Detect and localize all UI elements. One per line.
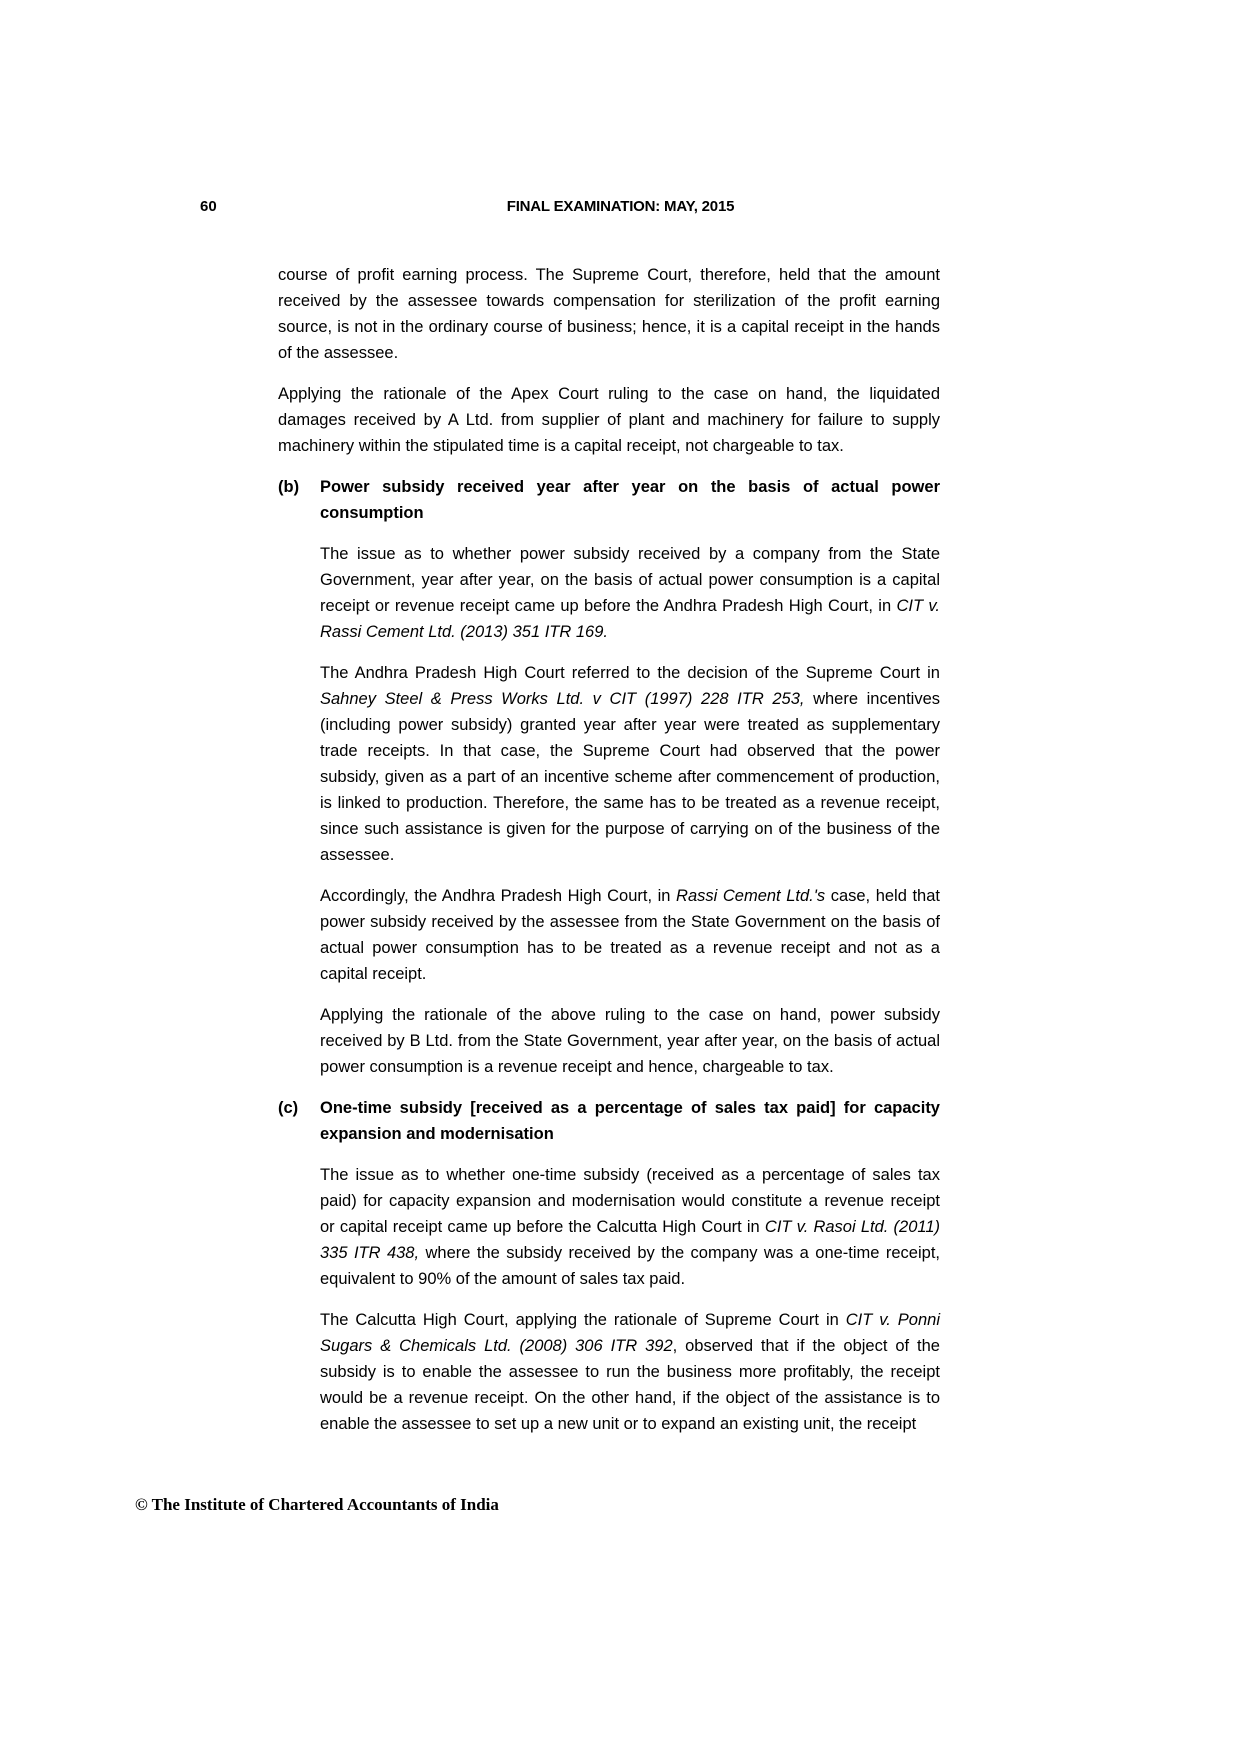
citation-rassi-cement: CIT v. Rassi Cement Ltd. (2013) 351 ITR 169. [320,597,940,641]
page-header [0,198,1241,220]
paragraph-c2-text2: , observed that if the object of the subsidy is to enable the assessee to run the business more profitably, the receipt would be a revenue receipt. On the other hand, if the object of the assistance is to enable the assessee to set up a new unit or to expand an existing unit, the receipt [320,1337,940,1433]
paragraph-continuation: course of profit earning process. The Supreme Court, therefore, held that the amount received by the assessee towards compensation for sterilization of the profit earning source, is not in the ordinary course of business; hence, it is a capital receipt in the hands of the assessee. [278,266,940,362]
page-content [278,262,940,1452]
paragraph-b1 [320,541,940,645]
paragraph-b2-text2: where incentives (including power subsidy) granted year after year were treated as supplementary trade receipts. In that case, the Supreme Court had observed that the power subsidy, given as a part of an incentive scheme after commencement of production, is linked to production. Therefore, the same has to be treated as a revenue receipt, since such assistance is given for the purpose of carrying on of the business of the assessee. [320,690,940,864]
paragraph-c2-text1: The Calcutta High Court, applying the rationale of Supreme Court in [320,1311,846,1329]
footer-copyright: © The Institute of Chartered Accountants of India [135,1495,499,1514]
citation-sahney-steel: Sahney Steel & Press Works Ltd. v CIT (1997) 228 ITR 253, [320,690,805,708]
list-item-b [278,474,940,526]
paragraph-c2 [320,1307,940,1437]
header-title: FINAL EXAMINATION: MAY, 2015 [506,198,735,215]
list-marker-c: (c) [278,1099,299,1117]
citation-rassi-cement-case: Rassi Cement Ltd.'s [676,887,826,905]
page-number: 60 [200,198,217,215]
paragraph-applying-rationale: Applying the rationale of the Apex Court ruling to the case on hand, the liquidated damages received by A Ltd. from supplier of plant and machinery for failure to supply machinery within the stipulated time is a capital receipt, not chargeable to tax. [278,385,940,455]
paragraph-b1-text: The issue as to whether power subsidy received by a company from the State Government, year after year, on the basis of actual power consumption is a capital receipt or revenue receipt came up before the Andhra Pradesh High Court, in [320,545,940,615]
paragraph-c1-text1: The issue as to whether one-time subsidy (received as a percentage of sales tax paid) for capacity expansion and modernisation would constitute a revenue receipt or capital receipt came up before the Calcutta High Court in [320,1166,940,1236]
citation-ponni-sugars: CIT v. Ponni Sugars & Chemicals Ltd. (2008) 306 ITR 392 [320,1311,940,1355]
paragraph-b4: Applying the rationale of the above ruling to the case on hand, power subsidy received by B Ltd. from the State Government, year after year, on the basis of actual power consumption is a revenue receipt and hence, chargeable to tax. [320,1006,940,1076]
paragraph-b2 [320,660,940,868]
paragraph-b3 [320,883,940,987]
paragraph-c1 [320,1162,940,1292]
citation-rasoi-ltd: CIT v. Rasoi Ltd. (2011) 335 ITR 438, [320,1218,940,1262]
paragraph-b3-text1: Accordingly, the Andhra Pradesh High Court, in [320,887,677,905]
list-item-b-heading: Power subsidy received year after year on the basis of actual power consumption [320,478,940,522]
list-marker-b: (b) [278,478,300,496]
list-item-b-body [278,541,940,1080]
list-item-c [278,1095,940,1147]
paragraph-b3-text2: case, held that power subsidy received by the assessee from the State Government on the basis of actual power consumption has to be treated as a revenue receipt and not as a capital receipt. [320,887,940,983]
list-item-c-body [278,1162,940,1437]
list-item-c-heading: One-time subsidy [received as a percentage of sales tax paid] for capacity expansion and modernisation [320,1099,940,1143]
paragraph-c1-text2: where the subsidy received by the company was a one-time receipt, equivalent to 90% of the amount of sales tax paid. [320,1244,940,1288]
paragraph-b2-text1: The Andhra Pradesh High Court referred to the decision of the Supreme Court in [320,664,940,682]
